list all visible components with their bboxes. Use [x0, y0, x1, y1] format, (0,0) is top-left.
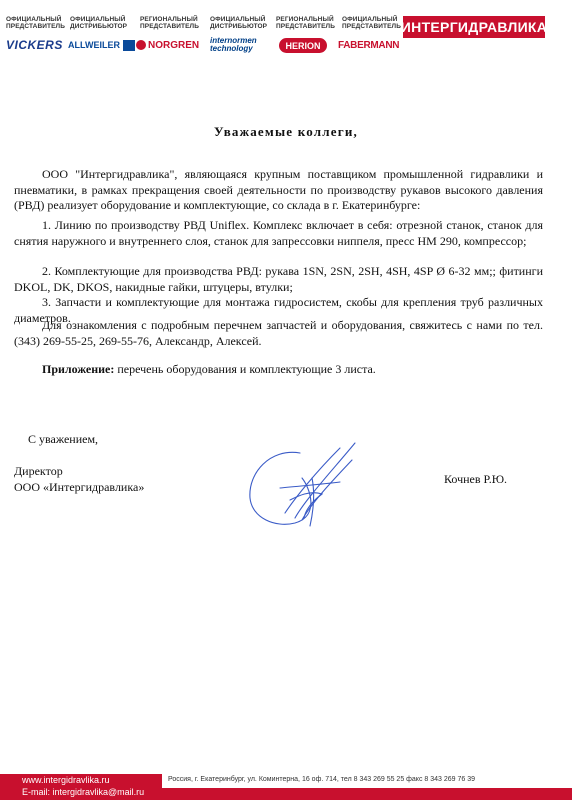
email-link[interactable]: E-mail: intergidravlika@mail.ru	[22, 787, 145, 797]
allweiler-logo-text: ALLWEILER	[68, 40, 120, 50]
attachment-line	[14, 362, 543, 378]
signer-name: Кочнев Р.Ю.	[444, 472, 508, 486]
list-item-1: 1. Линию по производству РВД Uniflex. Комплекс включает в себя: отрезной станок, станок для снятия наружного и внутреннего слоя, станок для запрессовки ниппеля, пресс HM 290, компрессор;	[14, 218, 543, 248]
partner-role-6: ОФИЦИАЛЬНЫЙ ПРЕДСТАВИТЕЛЬ	[342, 16, 401, 30]
partner-role-3: РЕГИОНАЛЬНЫЙ ПРЕДСТАВИТЕЛЬ	[140, 16, 199, 30]
herion-logo: HERION	[279, 38, 327, 53]
regards: С уважением,	[28, 432, 99, 446]
footer-accent-bar	[162, 788, 572, 800]
norgren-logo	[136, 38, 199, 52]
letterhead	[0, 0, 572, 58]
norgren-mark-icon	[136, 40, 146, 50]
list-item-3: 3. Запчасти и комплектующие для монтажа гидросистем, скобы для крепления труб различных диаметров.	[14, 295, 543, 325]
list-item-2: 2. Комплектующие для производства РВД: рукава 1SN, 2SN, 2SH, 4SH, 4SP Ø 6-32 мм;; фитинги DKOL, DK, DKOS, накидные гайки, штуцеры, втулки;	[14, 264, 543, 294]
internormen-logo: internormen technology	[210, 36, 257, 53]
vickers-logo: VICKERS	[6, 38, 63, 52]
intro-paragraph: ООО "Интергидравлика", являющаяся крупным поставщиком промышленной гидравлики и пневматики, в рамках прекращения своей деятельности по производству рукавов высокого давления (РВД) реализует оборудование и комплектующие, со склада в г. Екатеринбурге:	[14, 167, 543, 212]
handwritten-signature	[240, 438, 380, 533]
partner-role-1: ОФИЦИАЛЬНЫЙ ПРЕДСТАВИТЕЛЬ	[6, 16, 65, 30]
attachment-label: Приложение:	[42, 362, 115, 376]
signer-title: Директор	[14, 464, 63, 478]
footer-address: Россия, г. Екатеринбург, ул. Коминтерна, 16 оф. 714, тел 8 343 269 55 25 факс 8 343 269 76 39	[162, 774, 572, 786]
signer-organization: ООО «Интергидравлика»	[14, 480, 145, 494]
footer-contacts	[0, 774, 162, 800]
partner-role-5: РЕГИОНАЛЬНЫЙ ПРЕДСТАВИТЕЛЬ	[276, 16, 335, 30]
allweiler-mark-icon	[123, 40, 135, 51]
attachment-text: перечень оборудования и комплектующие 3 листа.	[114, 362, 376, 376]
contact-paragraph: Для ознакомления с подробным перечнем запчастей и оборудования, свяжитесь с нами по тел. (343) 269-55-25, 269-55-76, Александр, Алексей.	[14, 318, 543, 348]
website-link[interactable]: www.intergidravlika.ru	[22, 775, 110, 785]
allweiler-logo	[68, 38, 135, 52]
company-logo: ИНТЕРГИДРАВЛИКА	[403, 16, 545, 38]
partner-role-2: ОФИЦИАЛЬНЫЙ ДИСТРИБЬЮТОР	[70, 16, 128, 30]
fabermann-logo: FABERMANN	[338, 39, 400, 51]
letter-greeting: Уважаемые коллеги,	[214, 124, 358, 139]
norgren-logo-text: NORGREN	[148, 39, 200, 51]
partner-role-4: ОФИЦИАЛЬНЫЙ ДИСТРИБЬЮТОР	[210, 16, 268, 30]
